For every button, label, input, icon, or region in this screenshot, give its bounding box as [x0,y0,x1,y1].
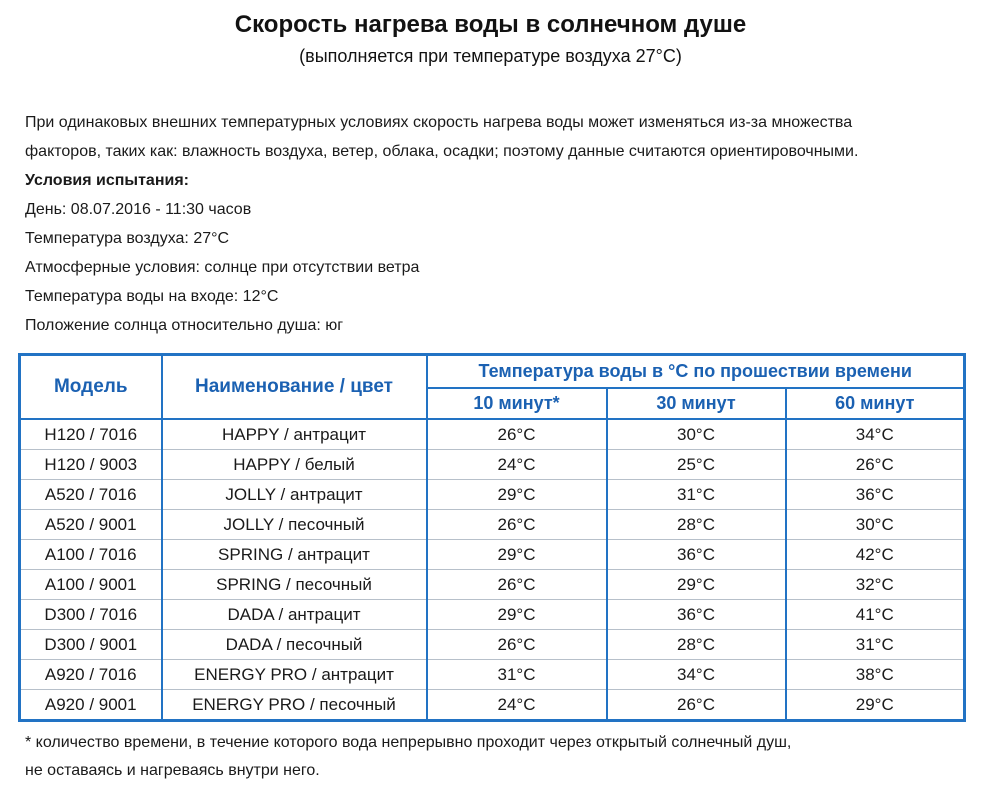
cell-name: DADA / антрацит [162,600,427,630]
footnote-line: не оставаясь и нагреваясь внутри него. [25,762,320,779]
conditions-heading: Условия испытания: [25,172,189,189]
table-row [20,660,965,690]
cell-name: SPRING / песочный [162,570,427,600]
cell-model: H120 / 9003 [20,450,162,480]
column-header-60-minutes: 60 минут [786,388,965,419]
column-header-model: Модель [20,355,162,420]
cell-model: A920 / 7016 [20,660,162,690]
table-row [20,570,965,600]
cell-temp-10: 29°С [427,480,607,510]
cell-model: D300 / 9001 [20,630,162,660]
cell-model: A520 / 9001 [20,510,162,540]
heating-speed-table [18,353,966,722]
table-row [20,690,965,721]
cell-temp-60: 42°С [786,540,965,570]
table-row [20,540,965,570]
condition-air-temperature: Температура воздуха: 27°С [25,230,230,247]
intro-paragraph-line: При одинаковых внешних температурных условиях скорость нагрева воды может изменяться из-за множества [25,114,853,131]
cell-name: ENERGY PRO / песочный [162,690,427,721]
cell-temp-60: 32°С [786,570,965,600]
cell-name: DADA / песочный [162,630,427,660]
table-row [20,600,965,630]
cell-temp-10: 31°С [427,660,607,690]
intro-paragraph-line: факторов, таких как: влажность воздуха, ветер, облака, осадки; поэтому данные считаются ориентировочными. [25,143,859,160]
cell-temp-10: 29°С [427,540,607,570]
cell-temp-10: 29°С [427,600,607,630]
cell-model: A520 / 7016 [20,480,162,510]
cell-temp-60: 26°С [786,450,965,480]
cell-model: D300 / 7016 [20,600,162,630]
cell-temp-10: 26°С [427,510,607,540]
cell-temp-30: 25°С [607,450,786,480]
cell-temp-60: 29°С [786,690,965,721]
footnote-line: * количество времени, в течение которого вода непрерывно проходит через открытый солнечный душ, [25,734,792,751]
cell-temp-60: 34°С [786,419,965,450]
page-subtitle: (выполняется при температуре воздуха 27°С) [299,46,682,66]
intro-section [25,108,959,340]
condition-day: День: 08.07.2016 - 11:30 часов [25,201,252,218]
cell-model: A100 / 9001 [20,570,162,600]
cell-temp-10: 26°С [427,630,607,660]
cell-temp-10: 24°С [427,450,607,480]
condition-inlet-water-temperature: Температура воды на входе: 12°С [25,288,279,305]
column-header-temperature-group: Температура воды в °С по прошествии времени [427,355,965,389]
cell-name: SPRING / антрацит [162,540,427,570]
cell-model: H120 / 7016 [20,419,162,450]
table-row [20,510,965,540]
cell-temp-60: 38°С [786,660,965,690]
cell-temp-60: 36°С [786,480,965,510]
cell-name: ENERGY PRO / антрацит [162,660,427,690]
cell-temp-60: 41°С [786,600,965,630]
column-header-name-color: Наименование / цвет [162,355,427,420]
column-header-30-minutes: 30 минут [607,388,786,419]
cell-temp-30: 34°С [607,660,786,690]
cell-temp-30: 31°С [607,480,786,510]
cell-temp-10: 26°С [427,570,607,600]
footnote [25,729,959,785]
cell-temp-30: 28°С [607,630,786,660]
table-row [20,630,965,660]
cell-temp-30: 30°С [607,419,786,450]
cell-model: A920 / 9001 [20,690,162,721]
cell-temp-60: 31°С [786,630,965,660]
condition-atmosphere: Атмосферные условия: солнце при отсутствии ветра [25,259,420,276]
condition-sun-position: Положение солнца относительно душа: юг [25,317,344,334]
table-header [20,355,965,420]
column-header-10-minutes: 10 минут* [427,388,607,419]
cell-temp-30: 28°С [607,510,786,540]
cell-model: A100 / 7016 [20,540,162,570]
cell-name: HAPPY / антрацит [162,419,427,450]
cell-temp-10: 24°С [427,690,607,721]
table-row [20,450,965,480]
table-row [20,480,965,510]
cell-temp-30: 36°С [607,540,786,570]
cell-name: JOLLY / песочный [162,510,427,540]
cell-name: JOLLY / антрацит [162,480,427,510]
cell-temp-60: 30°С [786,510,965,540]
cell-temp-10: 26°С [427,419,607,450]
table-row [20,419,965,450]
cell-temp-30: 29°С [607,570,786,600]
cell-temp-30: 26°С [607,690,786,721]
page-title: Скорость нагрева воды в солнечном душе [234,11,747,38]
cell-temp-30: 36°С [607,600,786,630]
cell-name: HAPPY / белый [162,450,427,480]
